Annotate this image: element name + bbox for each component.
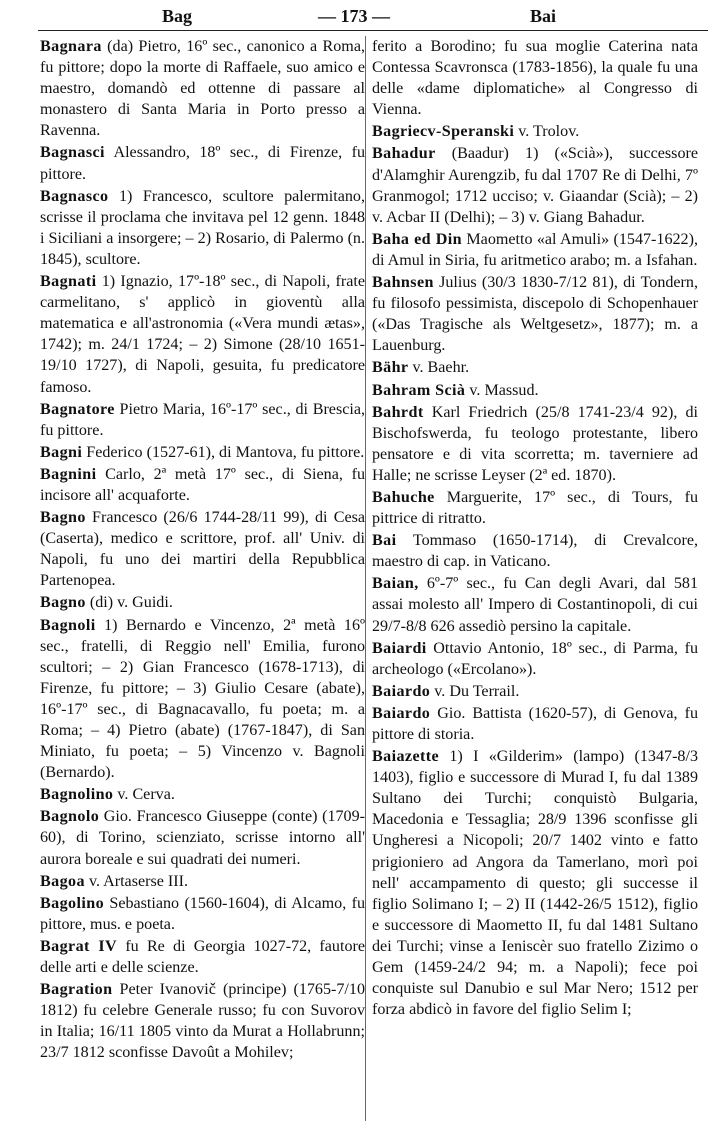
dictionary-entry (40, 784, 365, 805)
dictionary-entry (372, 36, 698, 120)
running-header (38, 4, 706, 30)
dictionary-entry (372, 402, 698, 486)
entry-headword: Bagnini (40, 465, 97, 483)
dictionary-entry (40, 615, 365, 784)
entry-text: v. Artaserse III. (84, 872, 188, 890)
dictionary-entry (372, 357, 698, 378)
entry-text: v. Du Terrail. (430, 682, 520, 700)
entry-text: Carlo, 2ª metà 17º sec., di Siena, fu incisore all' acquaforte. (40, 465, 365, 504)
dictionary-entry (40, 442, 365, 463)
entry-headword: Bahrdt (372, 403, 424, 421)
entry-text: 1) Francesco, scultore palermitano, scrisse il proclama che invitava pel 12 genn. 1848 i Siciliani a insorgere; – 2) Rosario, di Palermo (n. 1845), scultore. (40, 187, 365, 268)
entry-text: fu Re di Georgia 1027-72, fautore delle arti e delle scienze. (40, 937, 365, 977)
dictionary-entry (40, 36, 365, 141)
entry-headword: Bagnasco (40, 187, 109, 205)
entry-text: v. Cerva. (113, 786, 175, 804)
entry-text: (Baadur) 1) («Scià»), successore d'Alamghir Aurengzib, fu dal 1707 Re di Delhi, 7º Granmogol; 1712 ucciso; v. Giaandar (Scià); – 2) v. Acbar II (Delhi); – 3) v. Giang Bahadur. (372, 145, 698, 226)
entry-headword: Bagnolo (40, 808, 100, 826)
entry-headword: Bagoa (40, 872, 85, 890)
dictionary-entry (372, 272, 698, 356)
entry-text: Marguerite, 17º sec., di Tours, fu pittrice di ritratto. (372, 488, 698, 528)
entry-text: v. Massud. (465, 381, 539, 399)
entry-headword: Bagni (40, 443, 83, 461)
entry-text: Karl Friedrich (25/8 1741-23/4 92), di Bischofswerda, fu teologo protestante, libero pensatore e di vita scorretta; m. taverniere ad Halle; ne scrisse Leyser (2ª ed. 1870). (372, 403, 698, 484)
right-column (372, 36, 698, 1021)
entry-headword: Bagnati (40, 273, 97, 291)
entry-headword: Baiardo (372, 704, 431, 722)
header-right-guideword: Bai (529, 6, 556, 26)
entry-headword: Baiazette (372, 748, 440, 766)
entry-headword: Bagration (40, 981, 113, 999)
entry-text: Alessandro, 18º sec., di Firenze, fu pittore. (40, 144, 365, 183)
entry-text: Francesco (26/6 1744-28/11 99), di Cesa (Caserta), medico e scrittore, prof. all' Univ. di Napoli, fu uno dei martiri della Repubblica Partenopea. (40, 509, 365, 590)
dictionary-entry (372, 703, 698, 745)
dictionary-entry (372, 681, 698, 702)
entry-text: 1) Bernardo e Vincenzo, 2ª metà 16º sec., fratelli, di Reggio nell' Emilia, furono scultori; – 2) Gian Francesco (1678-1713), di Firenze, fu pittore; – 3) Giulio Cesare (abate), 16º-17º sec., di Bagnacavallo, fu poeta; m. a Roma; – 4) Pietro (abate) (1767-1847), di San Miniato, fu poeta; – 5) Vincenzo v. Bagnoli (Bernardo). (40, 616, 365, 782)
dictionary-entry (372, 121, 698, 142)
entry-headword: Bahram Scià (372, 381, 466, 399)
page-number: — 173 — (318, 6, 390, 26)
dictionary-entry (40, 271, 365, 398)
dictionary-entry (372, 487, 698, 529)
entry-text: Gio. Francesco Giuseppe (conte) (1709-60), di Torino, scienziato, scrisse intorno all' aurora boreale e sui quadrati dei numeri. (40, 808, 365, 868)
dictionary-entry (40, 186, 365, 270)
entry-text: Pietro Maria, 16º-17º sec., di Brescia, fu pittore. (40, 400, 365, 439)
entry-headword: Bagnara (40, 38, 102, 55)
entry-headword: Baiardo (372, 682, 431, 700)
entry-text: Julius (30/3 1830-7/12 81), di Tondern, fu filosofo pessimista, discepolo di Schopenhauer («Das Tragische als Weltgesetz», 1877); m. a Lauenburg. (372, 274, 698, 355)
entry-headword: Bähr (372, 359, 409, 377)
entry-headword: Bagnolino (40, 786, 114, 804)
entry-text: Tommaso (1650-1714), di Crevalcore, maestro di cap. in Vaticano. (372, 532, 698, 571)
dictionary-entry (372, 573, 698, 636)
entry-text: 6º-7º sec., fu Can degli Avari, dal 581 assai molesto all' Impero di Costantinopoli, di cui 29/7-8/8 626 assediò persino la capitale. (372, 575, 698, 635)
dictionary-entry (372, 143, 698, 227)
dictionary-entry (40, 936, 365, 978)
entry-headword: Bai (372, 532, 397, 550)
entry-headword: Bagnasci (40, 144, 105, 162)
header-rule (38, 30, 708, 31)
dictionary-entry (40, 979, 365, 1063)
entry-text: 1) Ignazio, 17º-18º sec., di Napoli, frate carmelitano, s' applicò in gioventù alla matematica e all'astronomia («Vera mundi ætas», 1742); m. 24/1 1724; – 2) Simone (28/10 1651-19/10 1727), di Napoli, gesuita, fu predicatore famoso. (40, 273, 365, 396)
dictionary-entry (40, 142, 365, 184)
column-divider (365, 36, 366, 1121)
dictionary-entry (40, 592, 365, 613)
entry-text: v. Trolov. (514, 123, 580, 141)
entry-text: v. Baehr. (408, 359, 470, 377)
entry-text: (da) Pietro, 16º sec., canonico a Roma, fu pittore; dopo la morte di Raffaele, suo amico e maestro, domandò ed ottenne di passare al monastero di Santa Maria in Porto presso a Ravenna. (40, 38, 365, 140)
dictionary-entry (40, 507, 365, 591)
entry-headword: Bahnsen (372, 274, 434, 292)
entry-headword: Bahuche (372, 488, 435, 506)
dictionary-entry (40, 464, 365, 506)
entry-headword: Bagno (40, 594, 86, 612)
header-left-guideword: Bag (162, 6, 193, 26)
dictionary-entry (372, 229, 698, 271)
dictionary-entry (40, 893, 365, 935)
entry-headword: Bagriecv-Speranski (372, 123, 515, 141)
dictionary-entry (40, 399, 365, 441)
entry-text: (di) v. Guidi. (85, 594, 173, 612)
entry-text: Peter Ivanovič (principe) (1765-7/10 1812) fu celebre Generale russo; fu con Suvorov in Italia; 16/11 1805 vinto da Murat a Hollabrunn; 23/7 1812 sconfisse Davoût a Mohilev; (40, 981, 365, 1062)
entry-text: Ottavio Antonio, 18º sec., di Parma, fu archeologo («Ercolano»). (372, 639, 698, 678)
entry-headword: Bagrat IV (40, 937, 118, 955)
dictionary-entry (372, 638, 698, 680)
dictionary-entry (372, 530, 698, 572)
entry-text: Federico (1527-61), di Mantova, fu pittore. (82, 443, 365, 461)
entry-headword: Bagnoli (40, 616, 96, 634)
entry-headword: Bagno (40, 509, 86, 527)
entry-text: 1) I «Gilderim» (lampo) (1347-8/3 1403), figlio e successore di Murad I, fu dal 1389 Sultano dei Turchi; conquistò Bulgaria, Macedonia e Tessaglia; 28/9 1396 sconfisse gli Ungheresi a Nicopoli; 20/7 1402 vinto e fatto prigioniero ad Angora da Tamerlano, morì poi nell' accampamento di questo; gli successe il figlio Solimano I; – 2) II (1442-26/5 1512), figlio e successore di Maometto II, fu dal 1481 Sultano dei Turchi; vinse a Ieniscèr suo fratello Zizimo o Gem (1459-24/2 94; m. a Napoli); fece poi conquiste sul Danubio e sul Mar Nero; 1512 per forza abdicò in favore del figlio Selim I; (372, 748, 698, 1019)
entry-headword: Baiardi (372, 639, 427, 657)
entry-text: ferito a Borodino; fu sua moglie Caterina nata Contessa Scavronsca (1783-1856), la quale fu una delle «dame diplomatiche» al Congresso di Vienna. (372, 38, 698, 119)
dictionary-entry (372, 746, 698, 1020)
entry-text: Sebastiano (1560-1604), di Alcamo, fu pittore, mus. e poeta. (40, 894, 365, 933)
entry-text: Gio. Battista (1620-57), di Genova, fu pittore di storia. (372, 704, 698, 743)
entry-headword: Bagolino (40, 894, 105, 912)
entry-headword: Baha ed Din (372, 230, 463, 248)
left-column (40, 36, 365, 1065)
dictionary-entry (372, 380, 698, 401)
entry-headword: Bahadur (372, 145, 436, 163)
dictionary-entry (40, 871, 365, 892)
entry-text: Maometto «al Amuli» (1547-1622), di Amul in Siria, fu aritmetico arabo; m. a Isfahan. (372, 230, 698, 269)
dictionary-entry (40, 806, 365, 869)
entry-headword: Baian, (372, 575, 419, 593)
entry-headword: Bagnatore (40, 400, 115, 418)
